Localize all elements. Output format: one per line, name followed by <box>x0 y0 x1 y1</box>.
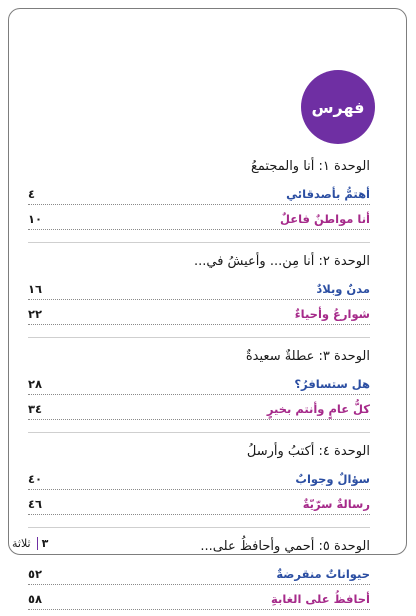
page-number: ٣ <box>37 537 49 550</box>
entry-page-number: ١٦ <box>28 282 43 296</box>
entry-title: مدنٌ وبلادٌ <box>316 282 370 296</box>
unit-title: الوحدة ٣: عطلةٌ سعيدةٌ <box>245 349 370 364</box>
unit-title: الوحدة ٥: أحمي وأحافظُ على... <box>200 539 370 554</box>
entry-page-number: ١٠ <box>28 212 43 226</box>
table-of-contents <box>28 158 370 616</box>
page-number-word: ثلاثة <box>12 537 31 550</box>
unit-3 <box>28 348 370 420</box>
entry-title: شوارعُ وأحياءٌ <box>294 307 370 321</box>
toc-entry[interactable] <box>28 370 370 395</box>
entry-title: هل ستسافرُ؟ <box>294 377 370 391</box>
entry-page-number: ٤٦ <box>28 497 43 511</box>
entry-title: أهتمُّ بأصدقائي <box>286 187 370 201</box>
toc-entry[interactable] <box>28 585 370 610</box>
toc-entry[interactable] <box>28 205 370 230</box>
divider <box>28 337 370 338</box>
unit-title: الوحدة ٤: أكتبُ وأرسلُ <box>246 444 370 459</box>
unit-title: الوحدة ٢: أنا مِن... وأعيشُ في... <box>193 254 370 269</box>
unit-1 <box>28 158 370 230</box>
unit-2 <box>28 253 370 325</box>
page-title: فهرس <box>311 97 365 117</box>
entry-title: كلُّ عامٍ وأنتم بخيرٍ <box>266 402 370 416</box>
divider <box>28 527 370 528</box>
toc-entry[interactable] <box>28 395 370 420</box>
title-badge <box>301 70 375 144</box>
toc-entry[interactable] <box>28 275 370 300</box>
entry-title: رسالةٌ سرّيّةٌ <box>302 497 370 511</box>
entry-page-number: ٣٤ <box>28 402 43 416</box>
entry-page-number: ٢٢ <box>28 307 43 321</box>
entry-title: حيواناتٌ منقرضةٌ <box>276 567 370 581</box>
entry-page-number: ٤٠ <box>28 472 43 486</box>
unit-4 <box>28 443 370 515</box>
unit-5 <box>28 538 370 610</box>
toc-entry[interactable] <box>28 465 370 490</box>
divider <box>28 242 370 243</box>
entry-title: سؤالٌ وجوابٌ <box>295 472 370 486</box>
entry-title: أحافظُ على الغابةِ <box>271 592 370 606</box>
entry-page-number: ٢٨ <box>28 377 43 391</box>
page-footer <box>12 537 48 550</box>
toc-entry[interactable] <box>28 490 370 515</box>
entry-page-number: ٤ <box>28 187 36 201</box>
entry-page-number: ٥٢ <box>28 567 43 581</box>
entry-title: أنا مواطنٌ فاعلٌ <box>279 212 370 226</box>
toc-entry[interactable] <box>28 180 370 205</box>
divider <box>28 432 370 433</box>
entry-page-number: ٥٨ <box>28 592 43 606</box>
unit-title: الوحدة ١: أنا والمجتمعُ <box>250 159 370 174</box>
toc-entry[interactable] <box>28 300 370 325</box>
